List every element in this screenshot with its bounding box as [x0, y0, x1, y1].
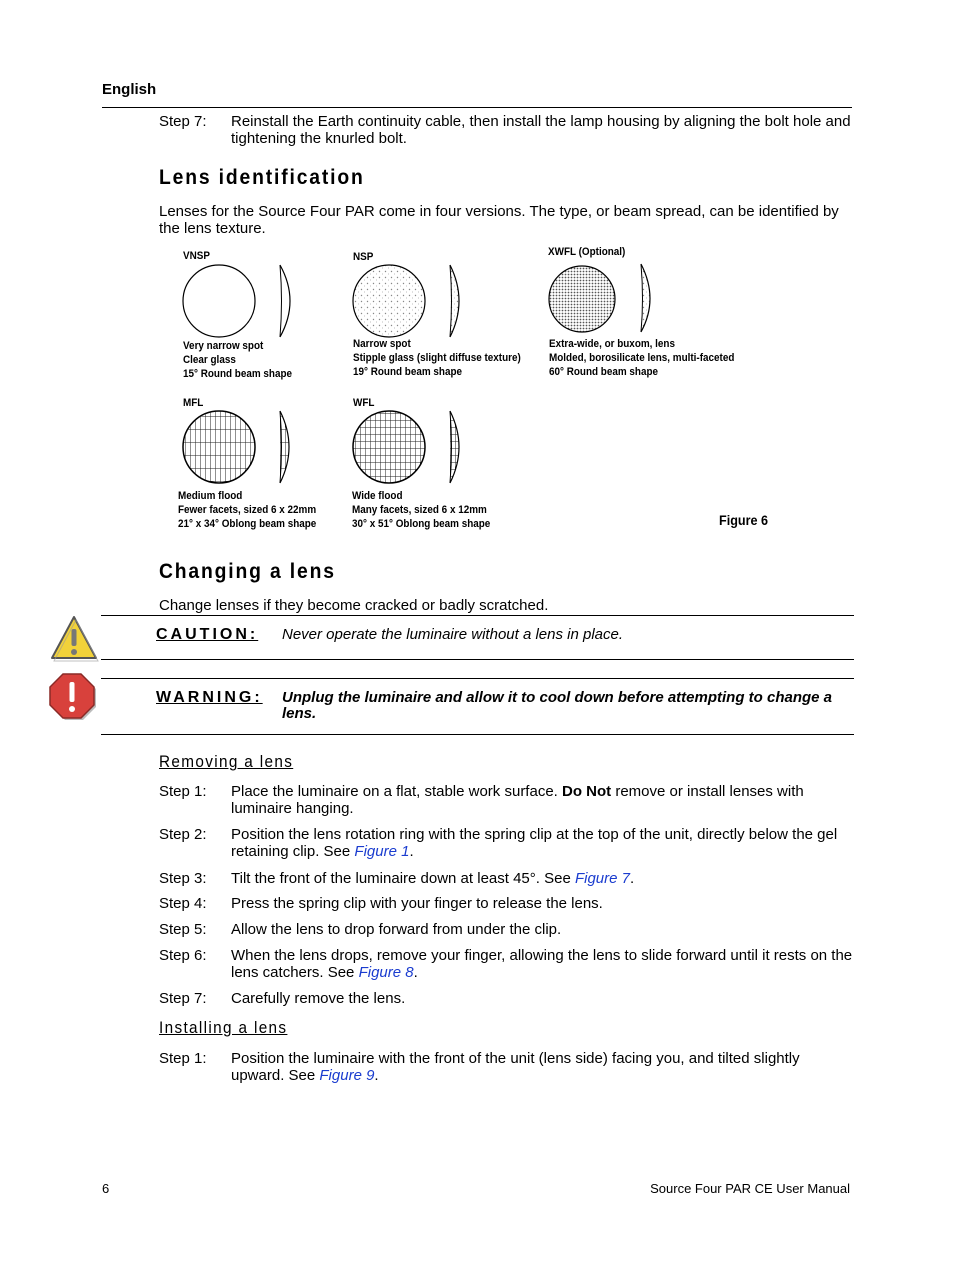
- lens-code-wfl: WFL: [353, 397, 375, 409]
- manual-title: Source Four PAR CE User Manual: [650, 1181, 850, 1196]
- installing-lens-heading: Installing a lens: [159, 1018, 288, 1037]
- step-text: Allow the lens to drop forward from under the clip.: [231, 921, 562, 938]
- step-number: Step 6:: [159, 947, 207, 964]
- lens-code-xwfl: XWFL (Optional): [548, 246, 626, 258]
- step-text: When the lens drops, remove your finger, allowing the lens to slide forward until it rests on the lens catchers. See Figure 8.: [231, 947, 853, 981]
- step-number: Step 7:: [159, 113, 207, 130]
- figure-7-link[interactable]: Figure 7: [574, 870, 630, 887]
- warning-text: Unplug the luminaire and allow it to cool down before attempting to change a lens.: [282, 689, 833, 722]
- vnsp-lens-icon: [183, 265, 290, 337]
- step-text: Carefully remove the lens.: [231, 990, 406, 1007]
- caution-label: CAUTION:: [156, 626, 259, 643]
- caution-text: Never operate the luminaire without a lens in place.: [282, 626, 624, 643]
- caution-bottom-rule: [101, 659, 854, 660]
- step-number: Step 1:: [159, 783, 207, 800]
- removing-step-1: [159, 783, 854, 817]
- step-number: Step 2:: [159, 826, 207, 843]
- step-text: Place the luminaire on a flat, stable work surface. Do Not remove or install lenses with luminaire hanging.: [231, 783, 804, 817]
- figure-1-link[interactable]: Figure 1: [354, 843, 410, 860]
- lens-code-vnsp: VNSP: [183, 250, 210, 262]
- installing-step-1: [159, 1050, 854, 1084]
- removing-step-7: [159, 990, 854, 1007]
- lens-desc-wfl: Wide flood Many facets, sized 6 x 12mm 30° x 51° Oblong beam shape: [352, 490, 491, 530]
- lens-desc-nsp: Narrow spot Stipple glass (slight diffuse texture) 19° Round beam shape: [353, 338, 521, 378]
- lens-desc-xwfl: Extra-wide, or buxom, lens Molded, borosilicate lens, multi-faceted 60° Round beam shape: [549, 338, 735, 378]
- removing-lens-heading: Removing a lens: [159, 752, 294, 771]
- warning-label: WARNING:: [156, 689, 263, 706]
- lens-code-mfl: MFL: [183, 397, 204, 409]
- xwfl-lens-icon: [549, 264, 650, 332]
- warning-top-rule: [101, 678, 854, 679]
- removing-step-5: [159, 921, 854, 938]
- caution-top-rule: [101, 615, 854, 616]
- removing-step-6: [159, 947, 854, 981]
- step-number: Step 1:: [159, 1050, 207, 1067]
- lens-desc-vnsp: Very narrow spot Clear glass 15° Round beam shape: [183, 340, 293, 380]
- step-number: Step 4:: [159, 895, 207, 912]
- page-number: 6: [102, 1181, 110, 1196]
- caution-icon: [49, 614, 99, 662]
- warning-icon: [49, 673, 99, 723]
- changing-lens-paragraph: Change lenses if they become cracked or badly scratched.: [159, 597, 549, 614]
- removing-step-4: [159, 895, 854, 912]
- figure-8-link[interactable]: Figure 8: [358, 964, 414, 981]
- lens-identification-paragraph: Lenses for the Source Four PAR come in four versions. The type, or beam spread, can be identified by the lens texture.: [159, 203, 839, 237]
- mfl-lens-icon: [183, 411, 289, 483]
- section-language: English: [102, 81, 157, 98]
- figure-9-link[interactable]: Figure 9: [319, 1067, 375, 1084]
- figure-label: Figure 6: [719, 512, 769, 528]
- lens-desc-mfl: Medium flood Fewer facets, sized 6 x 22mm 21° x 34° Oblong beam shape: [178, 490, 317, 530]
- removing-step-2: [159, 826, 854, 860]
- step-text: Reinstall the Earth continuity cable, then install the lamp housing by aligning the bolt hole and tightening the knurled bolt.: [231, 113, 851, 147]
- step-text: Press the spring clip with your finger to release the lens.: [231, 895, 603, 912]
- lens-code-nsp: NSP: [353, 251, 374, 263]
- changing-lens-heading: Changing a lens: [159, 560, 336, 583]
- step-number: Step 5:: [159, 921, 207, 938]
- step-text: Position the lens rotation ring with the spring clip at the top of the unit, directly below the gel retaining clip. See Figure 1.: [231, 826, 838, 860]
- step-text: Position the luminaire with the front of the unit (lens side) facing you, and tilted slightly upward. See Figure 9.: [231, 1050, 800, 1084]
- nsp-lens-icon: [353, 265, 459, 337]
- step-text: Tilt the front of the luminaire down at least 45°. See Figure 7.: [231, 870, 635, 887]
- removing-step-3: [159, 870, 854, 887]
- step-number: Step 7:: [159, 990, 207, 1007]
- wfl-lens-icon: [353, 411, 459, 483]
- step-number: Step 3:: [159, 870, 207, 887]
- warning-bottom-rule: [101, 734, 854, 735]
- lens-identification-heading: Lens identification: [159, 166, 365, 189]
